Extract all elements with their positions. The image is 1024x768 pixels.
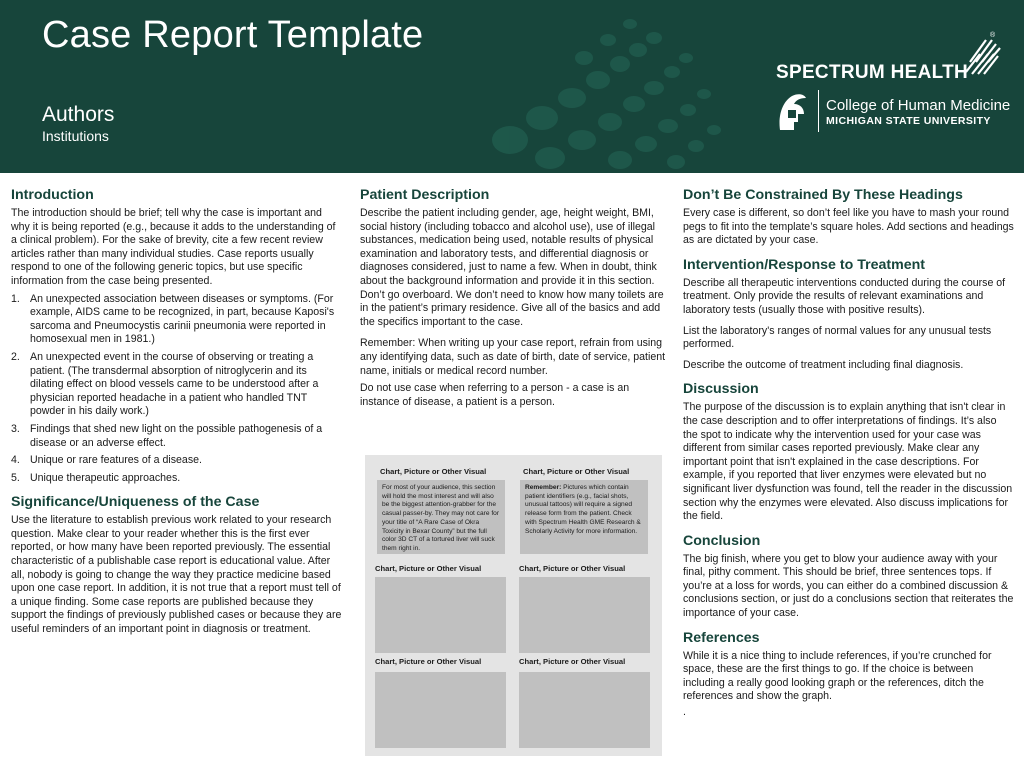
- spartan-helmet-icon: [774, 90, 808, 132]
- poster-title: Case Report Template: [42, 14, 424, 56]
- registered-mark: ®: [990, 32, 996, 39]
- patient-person-note: Do not use case when referring to a person - a case is an instance of disease, a patient is a person.: [360, 382, 630, 408]
- headings-note-heading: Don’t Be Constrained By These Headings: [683, 187, 963, 203]
- visual-tip-identifiers: Remember: Pictures which contain patient identifiers (e.g., facial shots, unusual tattoos) will require a signed release form from the patient. Check with Spectrum Health GME Research & Scholarly Activity for more information.: [520, 480, 648, 554]
- right-column: [683, 186, 1014, 724]
- patient-remember-note: Remember: When writing up your case report, refrain from using any identifying data, such as date of birth, date of service, patient name, initials or medical record number.: [360, 337, 666, 377]
- visual-placeholder: [375, 672, 506, 748]
- visual-placeholder: [375, 577, 506, 653]
- references-heading: References: [683, 629, 760, 646]
- intro-heading: Introduction: [11, 187, 94, 203]
- visual-label: Chart, Picture or Other Visual: [519, 657, 626, 666]
- decorative-dot-pattern: [480, 0, 780, 173]
- spectrum-health-wordmark: SPECTRUM HEALTH: [776, 62, 969, 83]
- visual-placeholder: [519, 577, 650, 653]
- intro-body: The introduction should be brief; tell why the case is important and why it is being reported (e.g., because it adds to the understanding of a clinical problem). For the sake of brevity, cite a few recent review articles rather than many individual studies. Case reports usually respond to one of the following generic topics, but use specific information from the case being presented.: [11, 207, 336, 287]
- discussion-body: The purpose of the discussion is to explain anything that isn't clear in the case description and to offer interpretations of findings. It’s also the spot to indicate why the intervention used for your case was different from similar cases reported previously. Make clear any important point that isn't explained in the case descriptions. For example, if you reported that liver enzymes were elevated but no significant liver dysfunction was found, tell the reader in the discussion section why the enzymes were elevated. Also discuss implications for the field.: [683, 401, 1013, 523]
- intro-topic-list: [11, 293, 342, 486]
- intervention-heading: Intervention/Response to Treatment: [683, 256, 926, 273]
- list-item: 5. Unique therapeutic approaches.: [11, 471, 181, 484]
- list-item: 1. An unexpected association between diseases or symptoms. (For example, AIDS came to be recognized, in part, because Kaposi's sarcoma and Pneumocystis carinii pneumonia were reported in homosexual men in 1981.): [11, 292, 335, 346]
- poster-header: [0, 0, 1024, 173]
- visual-tip-attention: For most of your audience, this section will hold the most interest and will also be the biggest attention-grabber for the casual passer-by. They may not care for your title of “A Rare Case of Okra Toxicity in Bexar County” but the full color 3D CT of a tortured liver will suck them right in.: [377, 480, 505, 554]
- significance-heading: Significance/Uniqueness of the Case: [11, 494, 260, 511]
- visual-label: Chart, Picture or Other Visual: [375, 657, 482, 666]
- list-item: 2. An unexpected event in the course of observing or treating a patient. (The transdermal absorption of nitroglycerin and its dilating effect on blood vessels came to be understood after a physician reported headache in a patient who handled TNT powder in his daily work.): [11, 350, 319, 418]
- patient-body: Describe the patient including gender, age, height weight, BMI, social history (including tobacco and alcohol use), use of illegal substances, medication being used, notable results of physical examination and laboratory tests, and differential diagnosis or diagnoses considered, just to name a few. When in doubt, think about the background information and provide it in this section. Don’t go overboard. We don’t need to know how many toilets are in the patient’s primary residence. Give all of the basics and add the specifics important to the case.: [360, 207, 664, 328]
- visual-label: Chart, Picture or Other Visual: [375, 564, 482, 573]
- headings-note-body: Every case is different, so don’t feel like you have to mash your round pegs to fit into the template’s square holes. Add sections and headings as are dictated by your case.: [683, 207, 1014, 247]
- visual-label: Chart, Picture or Other Visual: [380, 467, 487, 476]
- visual-label: Chart, Picture or Other Visual: [523, 467, 630, 476]
- visual-placeholder: [519, 672, 650, 748]
- references-body: While it is a nice thing to include references, if you’re crunched for space, these are the first things to go. If the choice is between including a really good looking graph or the references, ditch the references and show the graph.: [683, 649, 992, 703]
- significance-body: Use the literature to establish previous work related to your research question. Make clear to your reader whether this is the first ever reported, or how many have been reported previously. The essential characteristic of a publishable case report is educational value. After all, nobody is going to change the way they practice medicine based upon one case report. In addition, it is not true that a report must tell of a unique finding. Some case reports are published because they support the findings of previously published cases or because they are useful reminders of an important point in diagnosis or treatment.: [11, 514, 342, 636]
- authors: Authors: [42, 103, 115, 126]
- university-name: MICHIGAN STATE UNIVERSITY: [826, 115, 991, 127]
- institutions: Institutions: [42, 128, 109, 144]
- middle-column: [360, 186, 670, 413]
- intervention-body: Describe all therapeutic interventions conducted during the course of treatment. Only provide the results of relevant examinations and laboratory tests (usually those with positive results).: [683, 276, 1006, 316]
- visual-label: Chart, Picture or Other Visual: [519, 564, 626, 573]
- references-trailing: .: [683, 706, 686, 719]
- list-item: 4. Unique or rare features of a disease.: [11, 454, 202, 467]
- patient-heading: Patient Description: [360, 187, 490, 203]
- intervention-outcome: Describe the outcome of treatment including final diagnosis.: [683, 358, 964, 371]
- conclusion-heading: Conclusion: [683, 532, 761, 549]
- visuals-panel: [365, 455, 662, 756]
- list-item: 3. Findings that shed new light on the possible pathogenesis of a disease or an adverse effect.: [11, 422, 323, 449]
- left-column: [11, 186, 342, 641]
- intervention-lab-ranges: List the laboratory's ranges of normal values for any unusual tests performed.: [683, 324, 992, 351]
- college-name: College of Human Medicine: [826, 97, 1011, 114]
- discussion-heading: Discussion: [683, 381, 759, 398]
- logo-divider: [818, 90, 819, 132]
- conclusion-body: The big finish, where you get to blow your audience away with your final, pithy comment. This should be brief, three sentences tops. If you’re at a loss for words, you can either do a combined discussion & conclusions section, or just do a conclusions section that reiterates the importance of your case.: [683, 552, 1014, 620]
